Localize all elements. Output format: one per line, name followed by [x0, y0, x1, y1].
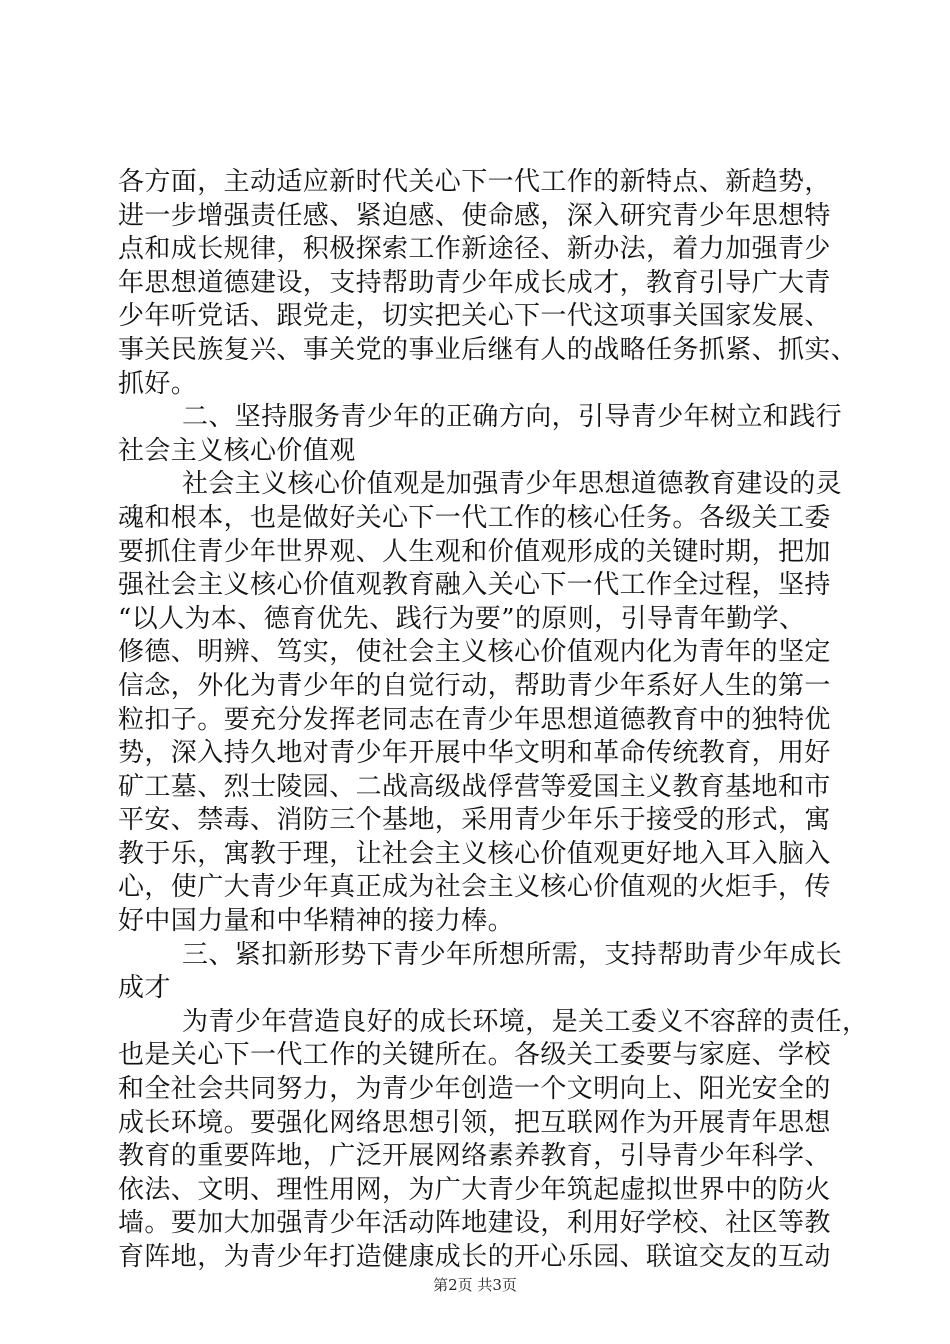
- text-line: 魂和根本，也是做好关心下一代工作的核心任务。各级关工委: [118, 502, 831, 533]
- text-line: 进一步增强责任感、紧迫感、使命感，深入研究青少年思想特: [118, 200, 831, 231]
- text-line: 二、坚持服务青少年的正确方向，引导青少年树立和践行: [182, 402, 843, 433]
- text-line: 信念，外化为青少年的自觉行动，帮助青少年系好人生的第一: [118, 670, 831, 701]
- text-line: 社会主义核心价值观是加强青少年思想道德教育建设的灵: [182, 469, 843, 500]
- text-line: 也是关心下一代工作的关键所在。各级关工委要与家庭、学校: [118, 1040, 831, 1071]
- text-line: 平安、禁毒、消防三个基地，采用青少年乐于接受的形式，寓: [118, 805, 831, 836]
- text-line: 年思想道德建设，支持帮助青少年成长成才，教育引导广大青: [118, 267, 831, 298]
- text-line: 矿工墓、烈士陵园、二战高级战俘营等爱国主义教育基地和市: [118, 771, 831, 802]
- text-line: 育阵地，为青少年打造健康成长的开心乐园、联谊交友的互动: [118, 1242, 831, 1272]
- text-line: 强社会主义核心价值观教育融入关心下一代工作全过程，坚持: [118, 570, 831, 601]
- text-line: 成才: [118, 973, 171, 1004]
- text-line: 修德、明辨、笃实，使社会主义核心价值观内化为青年的坚定: [118, 637, 831, 668]
- text-line: 抓好。: [118, 368, 198, 399]
- text-line: 和全社会共同努力，为青少年创造一个文明向上、阳光安全的: [118, 1074, 831, 1105]
- text-line: 依法、文明、理性用网，为广大青少年筑起虚拟世界中的防火: [118, 1174, 831, 1205]
- text-line: 点和成长规律，积极探索工作新途径、新办法，着力加强青少: [118, 234, 831, 265]
- text-line: 要抓住青少年世界观、人生观和价值观形成的关键时期，把加: [118, 536, 831, 567]
- text-line: 各方面，主动适应新时代关心下一代工作的新特点、新趋势，: [118, 167, 831, 197]
- text-line: 势，深入持久地对青少年开展中华文明和革命传统教育，用好: [118, 738, 831, 769]
- document-body: [118, 166, 869, 1275]
- text-line: 事关民族复兴、事关党的事业后继有人的战略任务抓紧、抓实、: [118, 334, 858, 365]
- text-line: 成长环境。要强化网络思想引领，把互联网作为开展青年思想: [118, 1107, 831, 1138]
- text-line: 教育的重要阵地，广泛开展网络素养教育，引导青少年科学、: [118, 1141, 831, 1172]
- text-line: 粒扣子。要充分发挥老同志在青少年思想道德教育中的独特优: [118, 704, 831, 735]
- text-line: 三、紧扣新形势下青少年所想所需，支持帮助青少年成长: [182, 939, 843, 970]
- text-line: 好中国力量和中华精神的接力棒。: [118, 906, 515, 937]
- text-line: 少年听党话、跟党走，切实把关心下一代这项事关国家发展、: [118, 301, 831, 332]
- text-line: 社会主义核心价值观: [118, 435, 356, 466]
- page-footer: 第2页 共3页: [433, 1276, 517, 1294]
- text-line: 为青少年营造良好的成长环境，是关工委义不容辞的责任，: [182, 1006, 869, 1037]
- text-line: 墙。要加大加强青少年活动阵地建设，利用好学校、社区等教: [118, 1208, 831, 1239]
- text-line: 教于乐，寓教于理，让社会主义核心价值观更好地入耳入脑入: [118, 838, 831, 869]
- text-line: 心，使广大青少年真正成为社会主义核心价值观的火炬手，传: [118, 872, 831, 903]
- text-line: “以人为本、德育优先、践行为要”的原则，引导青年勤学、: [118, 603, 806, 634]
